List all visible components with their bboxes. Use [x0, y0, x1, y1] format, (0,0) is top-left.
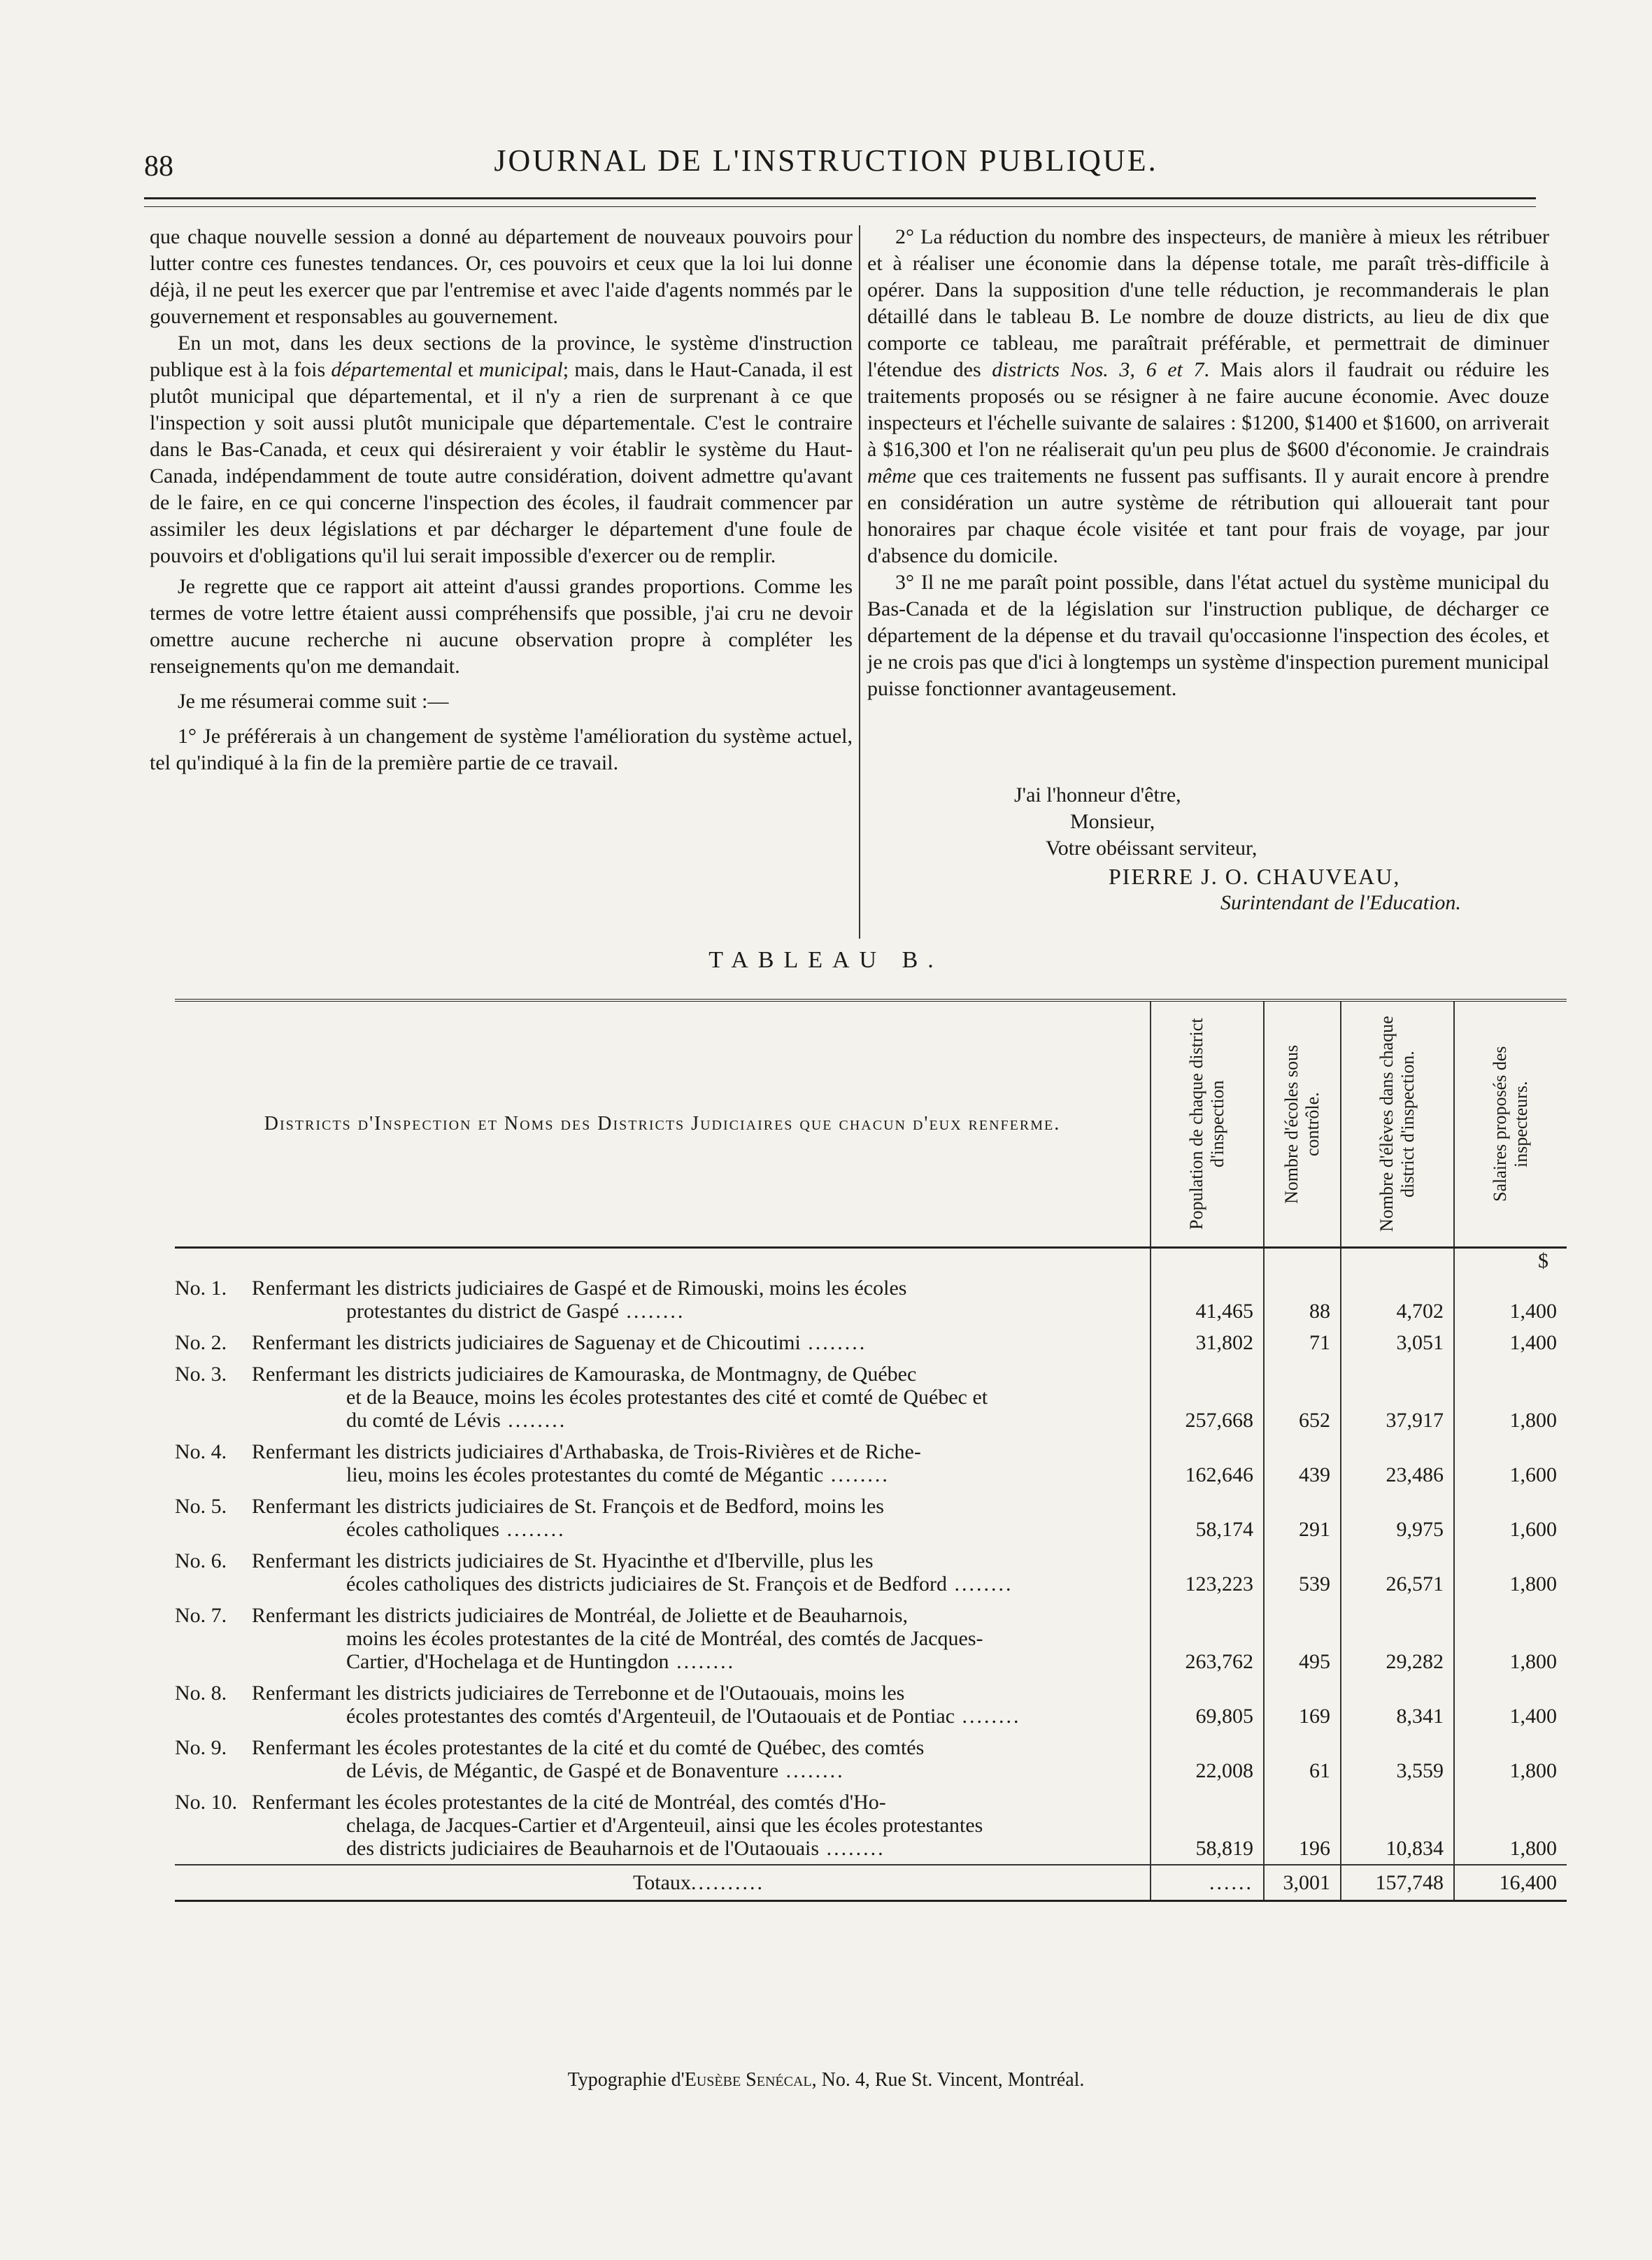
row-number: No. 8. — [175, 1682, 227, 1705]
row-schools: 71 — [1264, 1327, 1341, 1358]
row-number: No. 5. — [175, 1495, 227, 1518]
row-pupils: 3,051 — [1341, 1327, 1454, 1358]
row-schools: 291 — [1264, 1491, 1341, 1545]
row-pupils: 3,559 — [1341, 1732, 1454, 1786]
row-salary: 1,400 — [1454, 1677, 1567, 1732]
row-population: 123,223 — [1151, 1545, 1264, 1600]
row-text-line: moins les écoles protestantes de la cité de Montréal, des comtés de Jacques- — [346, 1627, 983, 1650]
totals-row — [175, 1865, 1567, 1901]
header-districts: Districts d'Inspection et Noms des Districts Judiciaires que chacun d'eux renferme. — [264, 1113, 1061, 1135]
left-paragraph-4: Je me résumerai comme suit :— — [178, 690, 449, 713]
table-title: TABLEAU B. — [708, 947, 944, 973]
closing-block — [867, 782, 1549, 916]
totals-label-cell: Totaux.......... — [252, 1865, 1151, 1901]
row-pupils: 4,702 — [1341, 1272, 1454, 1327]
right-column — [867, 224, 1549, 702]
closing-line-1: J'ai l'honneur d'être, — [1014, 783, 1181, 806]
row-text-line: chelaga, de Jacques-Cartier et d'Argenteuil, ainsi que les écoles protestantes — [346, 1814, 983, 1837]
row-text-line: Renfermant les districts judiciaires de Montréal, de Joliette et de Beauharnois, — [252, 1604, 909, 1627]
tableau-b — [175, 999, 1567, 1902]
row-text-line: du comté de Lévis ........ — [346, 1409, 567, 1432]
row-schools: 88 — [1264, 1272, 1341, 1327]
table-header-row — [175, 1000, 1567, 1248]
row-number: No. 7. — [175, 1604, 227, 1627]
row-number: No. 10. — [175, 1791, 238, 1814]
row-description — [252, 1327, 1151, 1358]
imprint-footer: Typographie d'Eusèbe Senécal, No. 4, Rue St. Vincent, Montréal. — [567, 2069, 1085, 2091]
row-population: 22,008 — [1151, 1732, 1264, 1786]
table-row — [175, 1732, 1567, 1786]
row-pupils: 8,341 — [1341, 1677, 1454, 1732]
row-description — [252, 1732, 1151, 1786]
row-text-line: écoles catholiques des districts judiciaires de St. François et de Bedford ........ — [346, 1572, 1013, 1595]
closing-line-2: Monsieur, — [1070, 810, 1155, 833]
right-paragraph-1: 2° La réduction du nombre des inspecteurs, de manière à mieux les rétribuer et à réaliser une économie dans la dépense totale, me paraît très-difficile à opérer. Dans la supposition d'une telle réduction, je recommanderais le plan détaillé dans le tableau B. Le nombre de douze districts, au lieu de dix que comporte ce tableau, me paraîtrait préférable, et permettrait de diminuer l'étendue des districts Nos. 3, 6 et 7. Mais alors il faudrait ou réduire les traitements proposés ou se résigner à ne faire aucune économie. Avec douze inspecteurs et l'échelle suivante de salaires : $1200, $1400 et $1600, on arriverait à $16,300 et l'on ne réaliserait qu'un peu plus de $600 d'économie. Je craindrais même que ces traitements ne fussent pas suffisants. Il y aurait encore à prendre en considération un autre système de rétribution qui allouerait tant pour honoraires par chaque école visitée et tant pour frais de voyage, par jour d'absence du domicile. — [867, 225, 1549, 567]
row-schools: 61 — [1264, 1732, 1341, 1786]
table-row — [175, 1327, 1567, 1358]
row-population: 31,802 — [1151, 1327, 1264, 1358]
row-population: 162,646 — [1151, 1436, 1264, 1491]
totals-population: ...... — [1151, 1865, 1264, 1901]
row-salary: 1,800 — [1454, 1545, 1567, 1600]
row-salary: 1,800 — [1454, 1600, 1567, 1677]
left-paragraph-1: que chaque nouvelle session a donné au département de nouveaux pouvoirs pour lutter contre ces funestes tendances. Or, ces pouvoirs et ceux que la loi lui donne déjà, il ne peut les exercer que par l'entremise et avec l'aide d'agents nommés par le gouvernement et responsables au gouvernement. — [150, 225, 853, 328]
header-pupils: Nombre d'élèves dans chaque district d'inspection. — [1341, 1000, 1454, 1248]
table-row — [175, 1358, 1567, 1436]
totals-schools: 3,001 — [1264, 1865, 1341, 1901]
closing-line-3: Votre obéissant serviteur, — [1046, 837, 1258, 860]
header-rule — [144, 197, 1536, 207]
row-text-line: Renfermant les districts judiciaires d'Arthabaska, de Trois-Rivières et de Riche- — [252, 1440, 921, 1463]
row-text-line: des districts judiciaires de Beauharnois et de l'Outaouais ........ — [346, 1837, 885, 1860]
table-body — [175, 1248, 1567, 1865]
row-description — [252, 1272, 1151, 1327]
row-number: No. 4. — [175, 1440, 227, 1463]
column-divider — [859, 225, 860, 939]
row-salary: 1,600 — [1454, 1436, 1567, 1491]
row-salary: 1,400 — [1454, 1327, 1567, 1358]
row-pupils: 9,975 — [1341, 1491, 1454, 1545]
page-number: 88 — [144, 150, 173, 183]
row-population: 263,762 — [1151, 1600, 1264, 1677]
row-schools: 495 — [1264, 1600, 1341, 1677]
row-salary: 1,800 — [1454, 1358, 1567, 1436]
row-description — [252, 1358, 1151, 1436]
row-text-line: Renfermant les districts judiciaires de Gaspé et de Rimouski, moins les écoles — [252, 1277, 907, 1300]
left-paragraph-5: 1° Je préférerais à un changement de système l'amélioration du système actuel, tel qu'indiqué à la fin de la première partie de ce travail. — [150, 725, 853, 774]
row-schools: 539 — [1264, 1545, 1341, 1600]
row-text-line: protestantes du district de Gaspé ........ — [346, 1300, 685, 1323]
row-number: No. 3. — [175, 1363, 227, 1386]
row-salary: 1,600 — [1454, 1491, 1567, 1545]
row-text-line: Renfermant les districts judiciaires de St. Hyacinthe et d'Iberville, plus les — [252, 1549, 874, 1572]
row-schools: 652 — [1264, 1358, 1341, 1436]
row-text-line: lieu, moins les écoles protestantes du comté de Mégantic ........ — [346, 1463, 890, 1486]
table-row — [175, 1436, 1567, 1491]
row-text-line: écoles protestantes des comtés d'Argenteuil, de l'Outaouais et de Pontiac ........ — [346, 1705, 1021, 1728]
table-row — [175, 1545, 1567, 1600]
row-number: No. 9. — [175, 1736, 227, 1759]
row-schools: 169 — [1264, 1677, 1341, 1732]
row-number: No. 6. — [175, 1549, 227, 1572]
row-description — [252, 1436, 1151, 1491]
row-description — [252, 1786, 1151, 1865]
totals-salary: 16,400 — [1454, 1865, 1567, 1901]
table-row — [175, 1272, 1567, 1327]
row-description — [252, 1600, 1151, 1677]
row-text-line: Renfermant les districts judiciaires de Kamouraska, de Montmagny, de Québec — [252, 1363, 917, 1386]
table-row — [175, 1786, 1567, 1865]
row-schools: 196 — [1264, 1786, 1341, 1865]
row-text-line: Renfermant les districts judiciaires de Saguenay et de Chicoutimi ........ — [252, 1331, 867, 1354]
header-population: Population de chaque district d'inspection — [1151, 1000, 1264, 1248]
signature: PIERRE J. O. CHAUVEAU, — [1109, 864, 1401, 889]
row-number: No. 2. — [175, 1331, 227, 1354]
row-salary: 1,800 — [1454, 1732, 1567, 1786]
totals-pupils: 157,748 — [1341, 1865, 1454, 1901]
row-text-line: Renfermant les districts judiciaires de Terrebonne et de l'Outaouais, moins les — [252, 1682, 905, 1705]
row-text-line: et de la Beauce, moins les écoles protestantes des cité et comté de Québec et — [346, 1386, 988, 1409]
header-salaries: Salaires proposés des inspecteurs. — [1454, 1000, 1567, 1248]
row-description — [252, 1677, 1151, 1732]
row-description — [252, 1545, 1151, 1600]
header-schools: Nombre d'écoles sous contrôle. — [1264, 1000, 1341, 1248]
row-population: 257,668 — [1151, 1358, 1264, 1436]
row-description — [252, 1491, 1151, 1545]
left-paragraph-3: Je regrette que ce rapport ait atteint d'aussi grandes proportions. Comme les termes de votre lettre étaient aussi compréhensifs que possible, j'ai cru ne devoir omettre aucune recherche ni aucune observation propre à compléter les renseignements qu'on me demandait. — [150, 575, 853, 678]
right-paragraph-2: 3° Il ne me paraît point possible, dans l'état actuel du système municipal du Bas-Canada et de la législation sur l'instruction publique, de décharger ce département de la dépense et du travail qu'occasionne l'inspection des écoles, et je ne crois pas que d'ici à longtemps un système d'inspection purement municipal puisse fonctionner avantageusement. — [867, 571, 1549, 700]
dollar-sign: $ — [1454, 1248, 1567, 1273]
signatory-title: Surintendant de l'Education. — [1220, 891, 1461, 914]
row-text-line: écoles catholiques ........ — [346, 1518, 566, 1541]
row-salary: 1,400 — [1454, 1272, 1567, 1327]
running-title: JOURNAL DE L'INSTRUCTION PUBLIQUE. — [494, 143, 1158, 178]
row-population: 58,819 — [1151, 1786, 1264, 1865]
row-text-line: de Lévis, de Mégantic, de Gaspé et de Bonaventure ........ — [346, 1759, 845, 1782]
row-pupils: 37,917 — [1341, 1358, 1454, 1436]
row-pupils: 29,282 — [1341, 1600, 1454, 1677]
row-text-line: Renfermant les écoles protestantes de la cité de Montréal, des comtés d'Ho- — [252, 1791, 886, 1814]
row-text-line: Cartier, d'Hochelaga et de Huntingdon ........ — [346, 1650, 736, 1673]
row-pupils: 26,571 — [1341, 1545, 1454, 1600]
left-column — [150, 224, 853, 776]
table-row — [175, 1677, 1567, 1732]
left-paragraph-2: En un mot, dans les deux sections de la province, le système d'instruction publique est à la fois départemental et municipal; mais, dans le Haut-Canada, il est plutôt municipal que départemental, et il n'y a rien de surprenant à ce que l'inspection y soit aussi plutôt municipale que départementale. C'est le contraire dans le Bas-Canada, et ceux qui désireraient y voir établir le système du Haut-Canada, indépendamment de toute autre considération, doivent admettre qu'avant de le faire, en ce qui concerne l'inspection des écoles, il faudrait commencer par assimiler les deux législations et par décharger le département d'une foule de pouvoirs et d'obligations qu'il lui serait impossible d'exercer ou de remplir. — [150, 332, 853, 567]
table-row — [175, 1600, 1567, 1677]
row-pupils: 10,834 — [1341, 1786, 1454, 1865]
row-population: 69,805 — [1151, 1677, 1264, 1732]
row-pupils: 23,486 — [1341, 1436, 1454, 1491]
row-schools: 439 — [1264, 1436, 1341, 1491]
row-population: 58,174 — [1151, 1491, 1264, 1545]
row-number: No. 1. — [175, 1277, 227, 1300]
row-text-line: Renfermant les districts judiciaires de St. François et de Bedford, moins les — [252, 1495, 884, 1518]
table-row — [175, 1491, 1567, 1545]
row-salary: 1,800 — [1454, 1786, 1567, 1865]
row-text-line: Renfermant les écoles protestantes de la cité et du comté de Québec, des comtés — [252, 1736, 925, 1759]
row-population: 41,465 — [1151, 1272, 1264, 1327]
